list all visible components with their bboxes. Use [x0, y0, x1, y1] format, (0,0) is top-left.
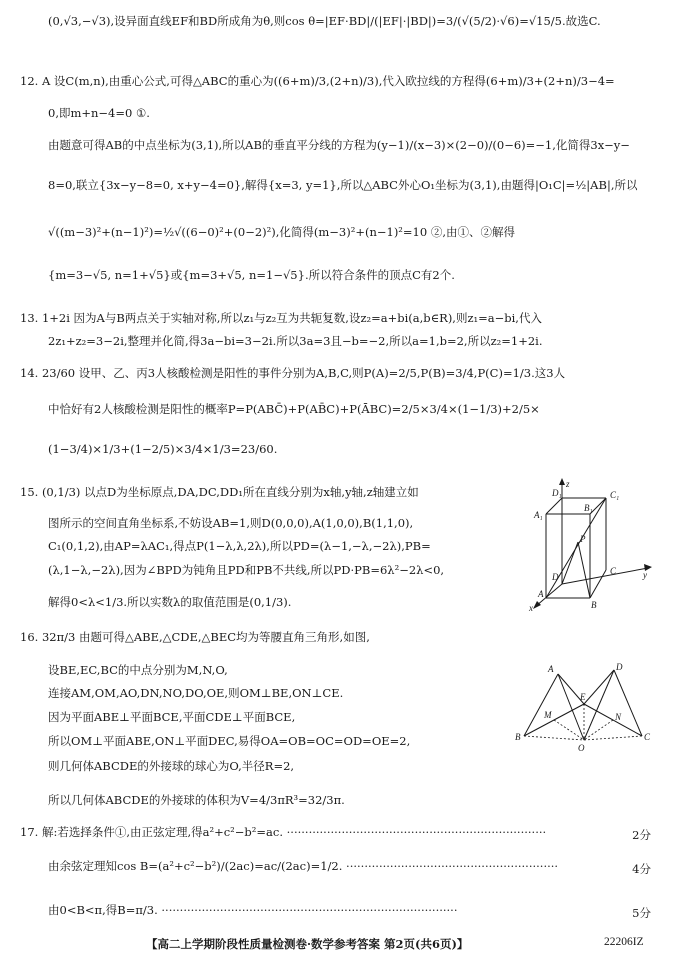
svg-text:D: D [616, 662, 623, 672]
svg-text:C: C [610, 566, 617, 576]
text-line: (0,√3,−√3),设异面直线EF和BD所成角为θ,则cos θ=|EF·BD|/(|EF|·|BD|)=3/(√(5/2)·√6)=√15/5.故选C. [48, 14, 601, 28]
footer-code: 22206IZ [604, 936, 644, 948]
text-line: 则几何体ABCDE的外接球的球心为O,半径R=2, [48, 759, 295, 773]
text-line: 解得0<λ<1/3.所以实数λ的取值范围是(0,1/3). [48, 595, 292, 609]
svg-text:M: M [544, 710, 552, 720]
text-line: {m=3−√5, n=1+√5}或{m=3+√5, n=1−√5}.所以符合条件的顶点C有2个. [48, 268, 455, 282]
text-line: 0,即m+n−4=0 ①. [48, 106, 150, 120]
text-line: (1−3/4)×1/3+(1−2/5)×3/4×1/3=23/60. [48, 442, 278, 456]
text-line: (λ,1−λ,−2λ),因为∠BPD为钝角且PD和PB不共线,所以PD·PB=6λ²−2λ<0, [48, 563, 445, 577]
svg-text:P: P [580, 534, 586, 544]
text-line: 15. (0,1/3) 以点D为坐标原点,DA,DC,DD₁所在直线分别为x轴,y轴,z轴建立如 [20, 485, 419, 499]
text-line: 13. 1+2i 因为A与B两点关于实轴对称,所以z₁与z₂互为共轭复数,设z₂=a+bi(a,b∈R),则z₁=a−bi,代入 [20, 311, 542, 325]
svg-text:E: E [580, 692, 586, 702]
cube-coordinate-figure [528, 478, 654, 612]
geometry-triangles-figure [514, 660, 656, 752]
svg-text:A₁: A₁ [534, 510, 543, 520]
text-line: 8=0,联立{3x−y−8=0, x+y−4=0},解得{x=3, y=1},所以△ABC外心O₁坐标为(3,1),由题得|O₁C|=½|AB|,所以 [48, 178, 638, 192]
score-mark: 4分 [632, 862, 651, 876]
svg-text:C₁: C₁ [610, 490, 620, 500]
text-line: 所以几何体ABCDE的外接球的体积为V=4/3πR³=32/3π. [48, 793, 345, 807]
text-line: 设BE,EC,BC的中点分别为M,N,O, [48, 663, 228, 677]
text-line: 17. 解:若选择条件①,由正弦定理,得a²+c²−b²=ac. ······································································· [20, 825, 547, 839]
svg-text:y: y [643, 570, 647, 580]
svg-text:B: B [515, 732, 521, 742]
svg-text:N: N [615, 712, 622, 722]
svg-text:B₁: B₁ [584, 503, 593, 513]
text-line: 中恰好有2人核酸检测是阳性的概率P=P(ABC̄)+P(AB̄C)+P(ĀBC)=2/5×3/4×(1−1/3)+2/5× [48, 402, 540, 416]
text-line: 因为平面ABE⊥平面BCE,平面CDE⊥平面BCE, [48, 710, 296, 724]
text-line: 图所示的空间直角坐标系,不妨设AB=1,则D(0,0,0),A(1,0,0),B(1,1,0), [48, 516, 414, 530]
text-line: C₁(0,1,2),由AP=λAC₁,得点P(1−λ,λ,2λ),所以PD=(λ−1,−λ,−2λ),PB= [48, 539, 431, 553]
text-line: 由0<B<π,得B=π/3. ················································································· [48, 903, 458, 917]
score-mark: 2分 [632, 828, 651, 842]
text-line: 由题意可得AB的中点坐标为(3,1),所以AB的垂直平分线的方程为(y−1)/(x−3)×(2−0)/(0−6)=−1,化简得3x−y− [48, 138, 630, 152]
text-line: 所以OM⊥平面ABE,ON⊥平面DEC,易得OA=OB=OC=OD=OE=2, [48, 734, 411, 748]
text-line: 12. A 设C(m,n),由重心公式,可得△ABC的重心为((6+m)/3,(2+n)/3),代入欧拉线的方程得(6+m)/3+(2+n)/3−4= [20, 74, 615, 88]
text-line: 16. 32π/3 由题可得△ABE,△CDE,△BEC均为等腰直角三角形,如图, [20, 630, 370, 644]
svg-text:D₁: D₁ [552, 488, 562, 498]
svg-text:D: D [552, 572, 559, 582]
text-line: 由余弦定理知cos B=(a²+c²−b²)/(2ac)=ac/(2ac)=1/2. ·························································· [48, 859, 559, 873]
text-line: 连接AM,OM,AO,DN,NO,DO,OE,则OM⊥BE,ON⊥CE. [48, 686, 344, 700]
text-line: 14. 23/60 设甲、乙、丙3人核酸检测是阳性的事件分别为A,B,C,则P(A)=2/5,P(B)=3/4,P(C)=1/3.这3人 [20, 366, 566, 380]
svg-text:A: A [548, 664, 554, 674]
svg-text:C: C [644, 732, 651, 742]
text-line: 2z₁+z₂=3−2i,整理并化简,得3a−bi=3−2i.所以3a=3且−b=−2,所以a=1,b=2,所以z₂=1+2i. [48, 334, 543, 348]
score-mark: 5分 [632, 906, 651, 920]
footer-title: 【高二上学期阶段性质量检测卷·数学参考答案 第2页(共6页)】 [146, 937, 469, 951]
svg-text:x: x [529, 603, 533, 612]
svg-text:B: B [591, 600, 597, 610]
svg-text:O: O [578, 743, 585, 752]
text-line: √((m−3)²+(n−1)²)=½√((6−0)²+(0−2)²),化简得(m−3)²+(n−1)²=10 ②,由①、②解得 [48, 225, 515, 239]
svg-text:z: z [566, 479, 570, 489]
svg-text:A: A [538, 589, 544, 599]
